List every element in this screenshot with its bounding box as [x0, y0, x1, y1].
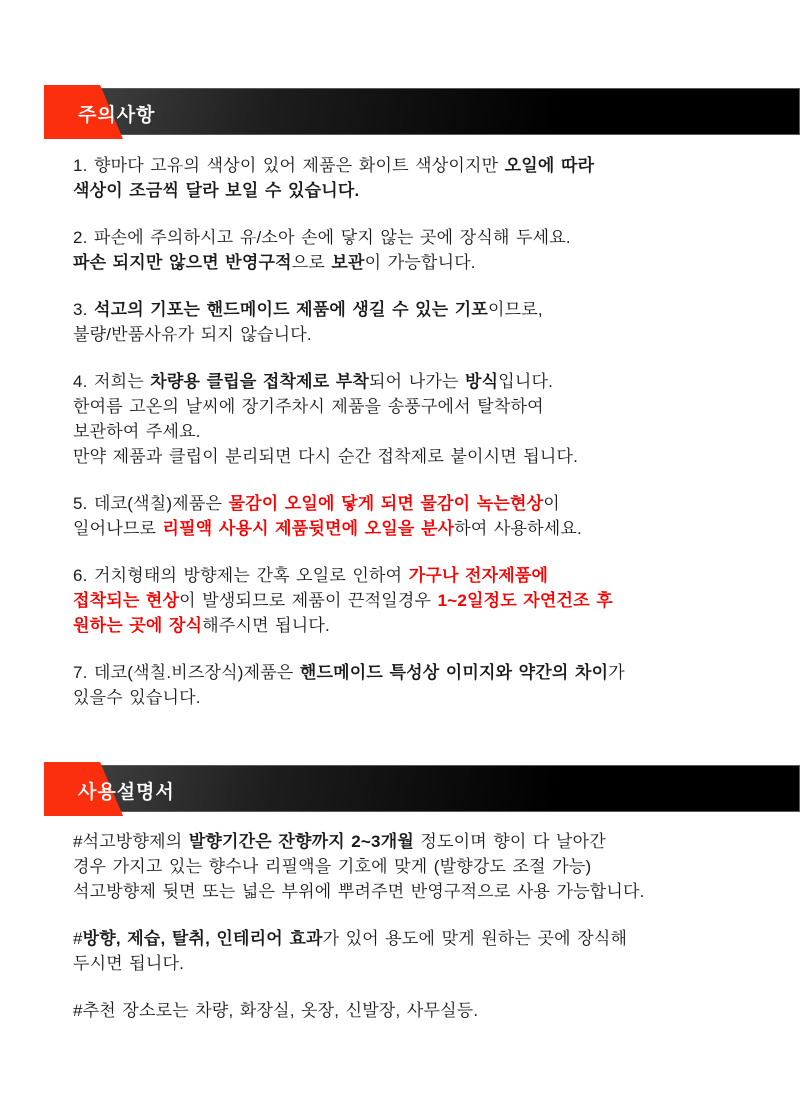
text-run: 방식 [465, 372, 499, 391]
text-run: 원하는 곳에 장식 [73, 616, 203, 635]
paragraph [73, 563, 760, 638]
text-line [73, 829, 760, 854]
instructions-header-bar [45, 765, 800, 812]
text-run: 6. 거치형태의 방향제는 간혹 오일로 인하여 [73, 566, 409, 585]
cautions-header-title: 주의사항 [78, 105, 156, 126]
text-run: # [73, 929, 83, 948]
text-line [73, 250, 760, 275]
text-run: 이 [543, 494, 560, 513]
text-run: 핸드메이드 특성상 이미지와 약간의 차이 [299, 663, 609, 682]
text-line [73, 951, 760, 976]
text-line [73, 444, 760, 469]
text-line [73, 394, 760, 419]
paragraph [73, 998, 760, 1023]
text-run: 1. 향마다 고유의 색상이 있어 제품은 화이트 색상이지만 [73, 156, 505, 175]
text-run: 있을수 있습니다. [73, 688, 201, 707]
text-line [73, 225, 760, 250]
text-line [73, 854, 760, 879]
text-run: 되어 나가는 [369, 372, 465, 391]
text-line [73, 685, 760, 710]
text-line [73, 879, 760, 904]
text-run: 이므로, [488, 300, 543, 319]
text-run: 5. 데코(색칠)제품은 [73, 494, 229, 513]
text-line [73, 613, 760, 638]
text-run: 입니다. [498, 372, 554, 391]
text-run: 발향기간은 잔향까지 2~3개월 [188, 832, 414, 851]
text-line [73, 926, 760, 951]
text-line [73, 178, 760, 203]
text-line [73, 322, 760, 347]
text-run: #추천 장소로는 차량, 화장실, 옷장, 신발장, 사무실등. [73, 1001, 479, 1020]
paragraph [73, 225, 760, 275]
text-run: 석고방향제 뒷면 또는 넓은 부위에 뿌려주면 반영구적으로 사용 가능합니다. [73, 882, 645, 901]
text-line [73, 491, 760, 516]
text-line [73, 419, 760, 444]
text-line [73, 369, 760, 394]
text-run: 만약 제품과 클립이 분리되면 다시 순간 접착제로 붙이시면 됩니다. [73, 447, 579, 466]
instructions-header-title: 사용설명서 [78, 782, 175, 803]
text-run: 리필액 사용시 제품뒷면에 오일을 분사 [162, 519, 455, 538]
paragraph [73, 829, 760, 904]
text-run: 가구나 전자제품에 [408, 566, 549, 585]
text-run: 보관하여 주세요. [73, 422, 201, 441]
paragraph [73, 153, 760, 203]
text-run: 7. 데코(색칠.비즈장식)제품은 [73, 663, 300, 682]
text-run: 하여 사용하세요. [454, 519, 582, 538]
paragraph [73, 926, 760, 976]
paragraph [73, 491, 760, 541]
paragraph [73, 369, 760, 469]
paragraph [73, 660, 760, 710]
cautions-header-bar [45, 88, 800, 135]
text-line [73, 563, 760, 588]
text-run: 석고의 기포는 핸드메이드 제품에 생길 수 있는 기포 [94, 300, 489, 319]
text-run: 한여름 고온의 날씨에 장기주차시 제품을 송풍구에서 탈착하여 [73, 397, 544, 416]
text-run: 으로 [291, 253, 332, 272]
instructions-content [0, 812, 800, 1023]
text-run: 4. 저희는 [73, 372, 151, 391]
text-run: 보관 [331, 253, 365, 272]
cautions-content [0, 135, 800, 710]
text-line [73, 660, 760, 685]
text-run: 색상이 조금씩 달라 보일 수 있습니다. [73, 181, 360, 200]
text-run: 1~2일정도 자연건조 후 [437, 591, 613, 610]
text-run: 파손 되지만 않으면 반영구적 [73, 253, 292, 272]
text-line [73, 998, 760, 1023]
text-run: 이 가능합니다. [364, 253, 476, 272]
text-run: 접착되는 현상 [73, 591, 180, 610]
text-run: 해주시면 됩니다. [202, 616, 330, 635]
text-run: 두시면 됩니다. [73, 954, 185, 973]
text-run: 일어나므로 [73, 519, 163, 538]
text-line [73, 297, 760, 322]
text-run: 경우 가지고 있는 향수나 리필액을 기호에 맞게 (발향강도 조절 가능) [73, 857, 592, 876]
text-run: 3. [73, 300, 95, 319]
text-run: 오일에 따라 [504, 156, 595, 175]
text-run: 가 [608, 663, 625, 682]
text-run: 불량/반품사유가 되지 않습니다. [73, 325, 312, 344]
text-line [73, 588, 760, 613]
text-run: 방향, 제습, 탈취, 인테리어 효과 [82, 929, 323, 948]
text-line [73, 516, 760, 541]
text-run: 정도이며 향이 다 날아간 [413, 832, 606, 851]
text-run: #석고방향제의 [73, 832, 189, 851]
text-line [73, 153, 760, 178]
text-run: 물감이 오일에 닿게 되면 물감이 녹는현상 [228, 494, 544, 513]
text-run: 2. 파손에 주의하시고 유/소아 손에 닿지 않는 곳에 장식해 두세요. [73, 228, 571, 247]
text-run: 이 발생되므로 제품이 끈적일경우 [179, 591, 438, 610]
text-run: 가 있어 용도에 맞게 원하는 곳에 장식해 [322, 929, 628, 948]
text-run: 차량용 클립을 접착제로 부착 [150, 372, 370, 391]
paragraph [73, 297, 760, 347]
